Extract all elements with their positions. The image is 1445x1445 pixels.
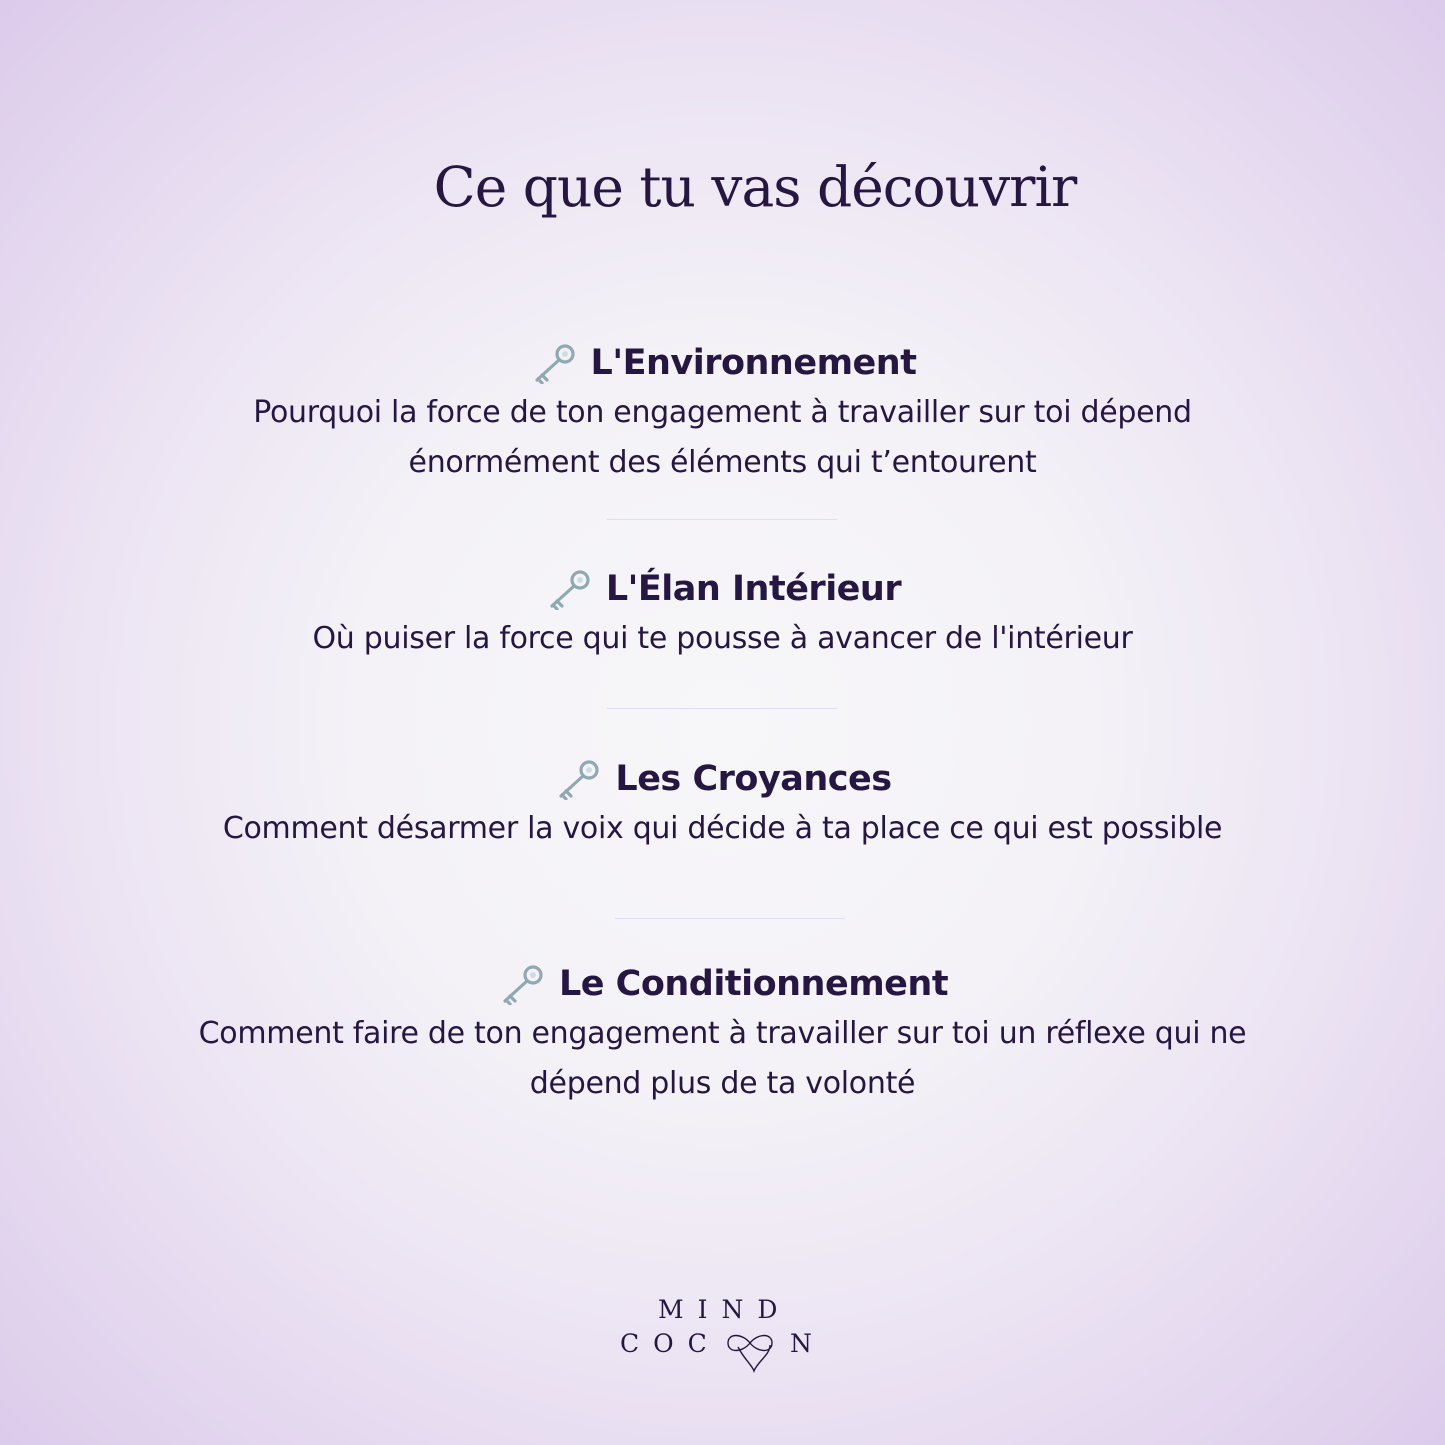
key-icon [497,963,547,1005]
logo-line-1: MIND [658,1295,792,1324]
key-icon [553,758,603,800]
section-description-line: énormément des éléments qui t’entourent [408,445,1037,480]
section-title: L'Élan Intérieur [605,569,902,609]
section-heading [0,564,1445,614]
infinity-heart-icon [720,1325,780,1375]
divider [607,519,837,520]
key-icon [529,342,579,384]
logo-line-2-right: N [790,1329,826,1358]
section-heading [0,959,1445,1009]
section-title: Les Croyances [615,759,892,799]
key-icon [544,568,594,610]
logo-line-2-left: COC [620,1329,721,1358]
page-title: Ce que tu vas découvrir [433,155,1077,219]
mind-cocoon-logo [610,1295,830,1385]
section-environnement [0,338,1445,488]
section-conditionnement [0,959,1445,1109]
section-heading [0,754,1445,804]
section-elan-interieur [0,564,1445,664]
section-description-line: dépend plus de ta volonté [529,1066,916,1101]
section-description-line: Où puiser la force qui te pousse à avancer de l'intérieur [312,621,1133,656]
section-description-line: Comment désarmer la voix qui décide à ta place ce qui est possible [222,811,1223,846]
divider [615,918,845,919]
section-description-line: Pourquoi la force de ton engagement à travailler sur toi dépend [253,395,1192,430]
divider [607,708,837,709]
section-description-line: Comment faire de ton engagement à travailler sur toi un réflexe qui ne [198,1016,1247,1051]
section-title: L'Environnement [590,343,917,383]
section-heading [0,338,1445,388]
section-title: Le Conditionnement [558,964,949,1004]
section-croyances [0,754,1445,854]
